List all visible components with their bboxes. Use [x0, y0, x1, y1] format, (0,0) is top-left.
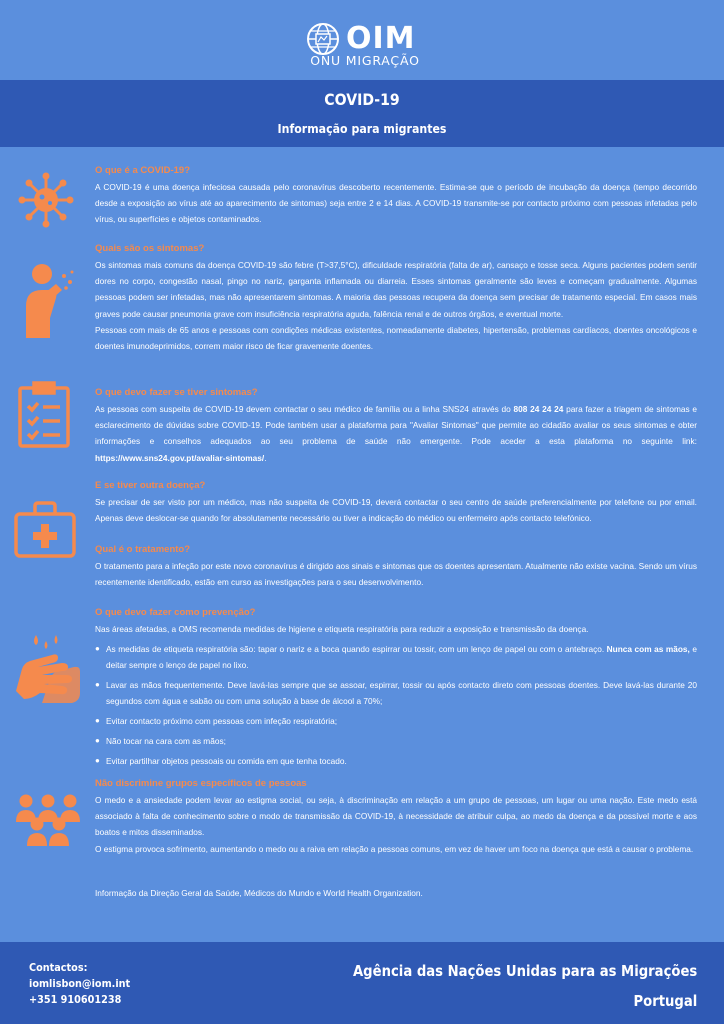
- oim-logo: [306, 22, 416, 56]
- bullet: ●: [95, 680, 100, 690]
- section-heading: O que é a COVID-19?: [95, 165, 191, 176]
- section-intro: Nas áreas afetadas, a OMS recomenda medidas de higiene e etiqueta respiratória para reduzir a exposição e transmissão da doença.: [95, 624, 589, 634]
- section-heading: Quais são os sintomas?: [95, 243, 205, 254]
- list-item-text: Lavar as mãos frequentemente. Deve lavá-las sempre que se assoar, espirrar, tossir ou após contacto direto com pessoas doentes. Deve lavá-las durante 20 segundos com água e sabão ou com uma solução à base de álcool a 70%;: [106, 680, 697, 707]
- section-text: O estigma provoca sofrimento, aumentando o medo ou a raiva em relação a pessoas comuns, em vez de haver um foco na doença que está a causar o problema.: [95, 843, 694, 854]
- section-text: A COVID-19 é uma doença infeciosa causada pelo coronavírus descoberto recentemente. Estima-se que o período de incubação da doença (tempo decorrido desde a exposição ao vírus até ao aparecimento de sintomas) seja entre 2 e 14 dias. A COVID-19 transmite-se por contacto próximo com pessoas infetadas pelo vírus, ou superfícies e objetos contaminados.: [95, 182, 697, 225]
- bullet: ●: [95, 644, 100, 654]
- list-item: [95, 713, 697, 729]
- list-item-text: Evitar partilhar objetos pessoais ou comida em que tenha tocado.: [106, 756, 347, 767]
- list-item: [95, 677, 697, 709]
- prevention-list: [95, 641, 697, 769]
- section-prevention: [95, 606, 697, 773]
- section-text: Se precisar de ser visto por um médico, mas não suspeita de COVID-19, deverá contactar o seu centro de saúde preferencialmente por telefone ou por email. Apenas deve deslocar-se quando for absolutamente necessário ou tiver a indicação do médico ou enfermeiro após contacto telefónico.: [95, 497, 697, 524]
- section-text: O medo e a ansiedade podem levar ao estigma social, ou seja, à discriminação em relação a um grupo de pessoas, um lugar ou uma nação. Este medo está associado à falta de conhecimento sobre o modo de transmissão da COVID-19, à necessidade de atribuir culpa, ao medo da doença e da possível morte e aos boatos e mitos disseminados.: [95, 795, 697, 838]
- logo-subtitle: ONU MIGRAÇÃO: [310, 53, 420, 68]
- first-aid-kit-icon: [13, 500, 77, 558]
- section-heading: O que devo fazer como prevenção?: [95, 607, 256, 618]
- section-what-is-covid: [95, 164, 697, 228]
- sneezing-person-icon: [12, 262, 76, 338]
- list-item: [95, 641, 697, 673]
- page-subtitle: Informação para migrantes: [277, 121, 447, 136]
- section-other-disease: [95, 479, 697, 526]
- sns24-link[interactable]: https://www.sns24.gov.pt/avaliar-sintomas/: [95, 452, 265, 463]
- section-treatment: [95, 543, 697, 590]
- text-part: As pessoas com suspeita de COVID-19 devem contactar o seu médico de família ou a linha SNS24 através do: [95, 404, 514, 414]
- logo-area: [0, 0, 724, 80]
- footer: [0, 942, 724, 1024]
- section-symptoms: [95, 242, 697, 354]
- page-title: COVID-19: [324, 90, 400, 109]
- section-text: Pessoas com mais de 65 anos e pessoas com condições médicas existentes, nomeadamente diabetes, hipertensão, problemas cardíacos, doentes oncológicos e doentes imunodeprimidos, correm maior risco de ficar gravemente doentes.: [95, 324, 697, 352]
- source-note: [95, 885, 697, 901]
- list-item-text: Evitar contacto próximo com pessoas com infeção respiratória;: [106, 716, 338, 727]
- source-text: Informação da Direção Geral da Saúde, Médicos do Mundo e World Health Organization.: [95, 888, 423, 898]
- contact-phone: +351 910601238: [29, 993, 122, 1006]
- sns24-phone: 808 24 24 24: [513, 404, 564, 414]
- section-text: [95, 401, 697, 466]
- contacts-label: Contactos:: [29, 961, 88, 974]
- section-text: O tratamento para a infeção por este novo coronavírus é dirigido aos sinais e sintomas que os doentes apresentam. Atualmente não existe vacina. Sendo um vírus recentemente identificado, estão em curso as investigações para o seu desenvolvimento.: [95, 561, 697, 588]
- text-part: As medidas de etiqueta respiratória são: tapar o nariz e a boca quando espirrar ou tossir, com um lenço de papel ou com o antebraço.: [106, 644, 607, 655]
- agency-country: Portugal: [633, 992, 697, 1010]
- bullet: ●: [95, 716, 100, 726]
- un-emblem-icon: [306, 22, 340, 56]
- agency-block: [353, 956, 697, 1016]
- list-item: [95, 733, 697, 749]
- text-part: e deitar sempre o lenço de papel no lixo.: [106, 644, 697, 671]
- group-of-people-icon: [12, 792, 84, 846]
- text-part: .: [264, 452, 267, 463]
- logo-name: OIM: [346, 21, 416, 56]
- text-part: para fazer a triagem de sintomas e esclarecimento de dúvidas sobre COVID-19. Pode também usar a plataforma para "Avaliar Sintomas" que permite ao cidadão avaliar os seus sintomas e obter informações e conselhos adequados ao seu problema de saúde não emergente. Pode aceder a esta plataforma no seguinte link:: [95, 404, 697, 447]
- contacts-block: [29, 960, 130, 1008]
- section-heading: E se tiver outra doença?: [95, 480, 206, 491]
- section-heading: Qual é o tratamento?: [95, 544, 191, 555]
- title-band: [0, 80, 724, 147]
- bullet: ●: [95, 756, 100, 766]
- section-heading: Não discrimine grupos específicos de pessoas: [95, 778, 307, 789]
- contact-email[interactable]: iomlisbon@iom.int: [29, 977, 131, 990]
- section-text: Os sintomas mais comuns da doença COVID-19 são febre (T>37,5°C), dificuldade respiratória (falta de ar), cansaço e tosse seca. Alguns pacientes podem sentir dores no corpo, congestão nasal, pingo no nariz, garganta inflamada ou diarreia. Esses sintomas geralmente são leves e começam gradualmente. Algumas pessoas podem ser infetadas, mas não apresentarem sintomas. A maioria das pessoas recupera da doença sem precisar de tratamento especial. Em casos mais graves pode causar pneumonia grave com insuficiência respiratória aguda, falência renal e de outros órgãos, e eventual morte.: [95, 260, 697, 319]
- list-item-text: Não tocar na cara com as mãos;: [106, 736, 226, 747]
- bullet: ●: [95, 736, 100, 746]
- text-bold: Nunca com as mãos,: [606, 644, 690, 655]
- list-item: [95, 753, 697, 769]
- section-if-symptoms: [95, 386, 697, 466]
- agency-name: Agência das Nações Unidas para as Migrações: [352, 962, 697, 980]
- hand-washing-icon: [12, 633, 84, 705]
- section-no-discrimination: [95, 777, 697, 857]
- section-heading: O que devo fazer se tiver sintomas?: [95, 387, 258, 398]
- clipboard-icon: [16, 380, 72, 448]
- virus-icon: [12, 170, 80, 230]
